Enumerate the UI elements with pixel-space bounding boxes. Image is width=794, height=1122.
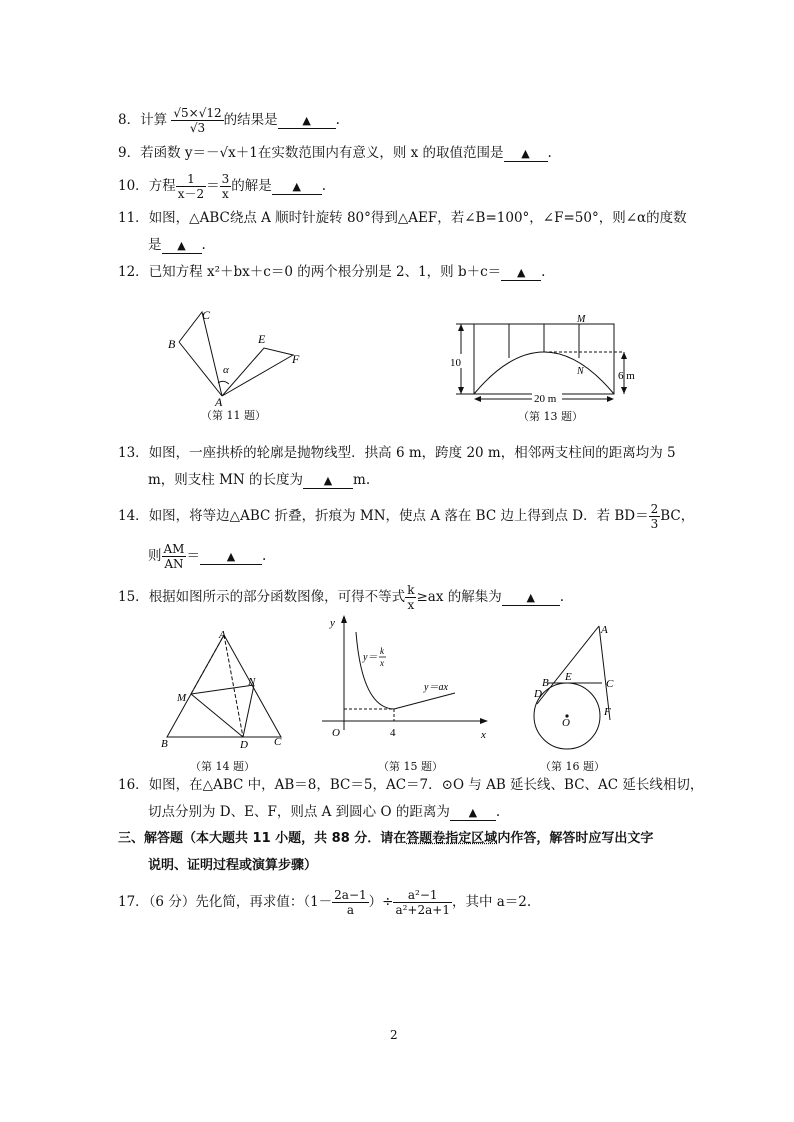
question-number: 16． bbox=[118, 777, 149, 793]
fraction bbox=[332, 888, 368, 917]
curve-label: y＝ bbox=[363, 652, 378, 663]
triangle-icon: ▲ bbox=[292, 180, 301, 193]
label-20m: 20 m bbox=[534, 393, 557, 405]
triangle-abc bbox=[179, 312, 222, 396]
question-13-line2 bbox=[148, 470, 370, 490]
fraction bbox=[220, 172, 232, 201]
axis-label-x: x bbox=[481, 729, 486, 741]
figure-16 bbox=[522, 618, 622, 753]
question-text: 如图，将等边△ABC 折叠，折痕为 MN，使点 A 落在 BC 边上得到点 D．若 BD＝ bbox=[148, 508, 649, 524]
question-text: 则 bbox=[148, 548, 162, 564]
equals-sign: ＝ bbox=[206, 178, 220, 194]
question-text: 计算 bbox=[140, 112, 172, 128]
fraction-denominator: √3 bbox=[189, 121, 206, 135]
answer-blank[interactable] bbox=[162, 238, 202, 254]
question-number: 14． bbox=[118, 508, 149, 524]
label-f: F bbox=[292, 352, 300, 366]
question-16-line2 bbox=[148, 802, 500, 822]
figure-11 bbox=[165, 305, 310, 407]
figure-13-caption: （第 13 题） bbox=[518, 410, 583, 423]
label-d: D bbox=[240, 739, 248, 750]
punctuation: . bbox=[541, 264, 546, 280]
angle-alpha-arc bbox=[218, 381, 229, 384]
question-text: 如图，△ABC绕点 A 顺时针旋转 80°得到△AEF，若∠B=100°，∠F=50°，则∠α的度数 bbox=[148, 210, 687, 226]
curve-y-k-over-x bbox=[356, 632, 394, 709]
label-b: B bbox=[161, 738, 168, 750]
fraction bbox=[171, 106, 223, 135]
label-e: E bbox=[258, 332, 266, 346]
fraction-numerator: √5×√12 bbox=[173, 106, 222, 120]
question-text: ）÷ bbox=[368, 894, 394, 910]
question-number: 13． bbox=[118, 445, 149, 461]
fraction bbox=[162, 542, 187, 571]
section-3-heading-line2 bbox=[148, 856, 317, 876]
question-text: 如图，在△ABC 中，AB＝8，BC＝5，AC＝7．⊙O 与 AB 延长线、BC、AC 延长线相切， bbox=[148, 777, 704, 793]
label-b: B bbox=[168, 337, 176, 351]
fraction-numerator: 2 bbox=[650, 502, 659, 516]
punctuation: . bbox=[321, 178, 327, 194]
answer-blank[interactable] bbox=[272, 179, 322, 195]
label-m: M bbox=[577, 314, 586, 325]
fraction-numerator: a²−1 bbox=[393, 888, 452, 903]
triangle-icon: ▲ bbox=[526, 591, 535, 604]
x-axis-arrow bbox=[480, 718, 488, 724]
fraction-numerator: k bbox=[407, 583, 415, 597]
answer-blank[interactable] bbox=[450, 805, 496, 821]
question-number: 11． bbox=[118, 210, 149, 226]
segment-md bbox=[191, 694, 243, 737]
label-alpha: α bbox=[223, 364, 229, 376]
label-a: A bbox=[215, 395, 223, 407]
question-text: 若函数 y＝－√x＋1在实数范围内有意义，则 x 的取值范围是 bbox=[140, 145, 504, 161]
label-n: N bbox=[577, 366, 584, 377]
punctuation: . bbox=[559, 589, 565, 605]
triangle-aef bbox=[222, 348, 293, 396]
label-m: M bbox=[177, 692, 187, 704]
section-text: 三、解答题（本大题共 11 小题，共 88 分．请在 bbox=[118, 831, 407, 846]
fold-line-mn bbox=[191, 685, 254, 694]
question-text: BC， bbox=[660, 508, 695, 524]
question-text: 的结果是 bbox=[223, 112, 278, 128]
label-10: 10 bbox=[450, 357, 461, 369]
label-f: F bbox=[604, 706, 611, 718]
label-c: C bbox=[606, 678, 614, 690]
label-b: B bbox=[542, 677, 549, 689]
fraction-numerator: 1 bbox=[176, 172, 206, 187]
segment-ad bbox=[224, 635, 243, 737]
page-number: 2 bbox=[390, 1028, 398, 1042]
label-a: A bbox=[219, 629, 226, 641]
fraction-denominator: a²+2a+1 bbox=[395, 903, 450, 917]
answer-blank[interactable] bbox=[504, 146, 548, 162]
parabola-arch bbox=[474, 352, 614, 394]
question-text: ，其中 a＝2. bbox=[451, 894, 532, 910]
question-11-line2 bbox=[148, 235, 206, 255]
question-17 bbox=[118, 888, 531, 917]
answer-blank[interactable] bbox=[502, 590, 560, 606]
question-number: 17． bbox=[118, 894, 149, 910]
triangle-icon: ▲ bbox=[323, 474, 333, 487]
label-a: A bbox=[601, 624, 608, 636]
question-text: m，则支柱 MN 的长度为 bbox=[148, 472, 304, 488]
question-text: （6 分）先化简，再求值：（1－ bbox=[148, 894, 333, 910]
label-6m: 6 m bbox=[618, 370, 635, 382]
fraction-denominator: AN bbox=[164, 557, 184, 571]
line-y-ax bbox=[394, 693, 455, 709]
curve-label-x: x bbox=[380, 658, 384, 668]
fraction-denominator: x－2 bbox=[177, 187, 205, 201]
question-text: ≥ax 的解集为 bbox=[416, 589, 502, 605]
figure-11-caption: （第 11 题） bbox=[201, 409, 266, 422]
question-text: 是 bbox=[148, 237, 162, 253]
triangle-icon: ▲ bbox=[521, 147, 530, 160]
question-text: m. bbox=[353, 472, 371, 488]
label-c: C bbox=[202, 308, 211, 322]
question-text: 已知方程 x²＋bx＋c＝0 的两个根分别是 2、1，则 b＋c＝ bbox=[148, 264, 502, 280]
section-emphasis: 答题卷指定区域 bbox=[406, 831, 498, 846]
label-c: C bbox=[274, 736, 282, 748]
axis-label-y: y bbox=[330, 617, 335, 629]
fraction-denominator: x bbox=[407, 598, 415, 612]
answer-blank[interactable] bbox=[278, 113, 336, 129]
fraction bbox=[649, 502, 661, 531]
question-14-line2 bbox=[148, 542, 266, 571]
figure-16-caption: （第 16 题） bbox=[540, 760, 605, 773]
y-axis-arrow bbox=[341, 615, 347, 623]
punctuation: . bbox=[547, 145, 552, 161]
question-text: 根据如图所示的部分函数图像，可得不等式 bbox=[148, 589, 406, 605]
fraction bbox=[405, 583, 416, 612]
question-text: 如图，一座拱桥的轮廓是抛物线型．拱高 6 m，跨度 20 m，相邻两支柱间的距离均为 5 bbox=[148, 445, 676, 461]
punctuation: . bbox=[201, 237, 206, 253]
tick-label-4: 4 bbox=[390, 727, 396, 739]
punctuation: . bbox=[261, 548, 267, 564]
label-n: N bbox=[248, 676, 256, 688]
label-e: E bbox=[565, 671, 572, 683]
answer-blank[interactable] bbox=[303, 473, 353, 489]
punctuation: . bbox=[495, 804, 501, 820]
question-text: 切点分别为 D、E、F，则点 A 到圆心 O 的距离为 bbox=[148, 804, 450, 820]
equals-sign: ＝ bbox=[186, 548, 200, 564]
question-number: 15． bbox=[118, 589, 149, 605]
triangle-icon: ▲ bbox=[226, 550, 236, 563]
question-14 bbox=[118, 502, 694, 531]
answer-blank[interactable] bbox=[200, 549, 262, 565]
fraction-numerator: 3 bbox=[221, 172, 230, 186]
label-d: D bbox=[534, 688, 542, 700]
question-number: 10． bbox=[118, 178, 149, 194]
answer-blank[interactable] bbox=[501, 265, 541, 281]
question-10 bbox=[118, 172, 326, 201]
section-text: 内作答，解答时应写出文字 bbox=[497, 831, 654, 846]
question-text: 的解是 bbox=[231, 178, 272, 194]
fraction-denominator: 3 bbox=[650, 517, 659, 531]
punctuation: . bbox=[335, 112, 340, 128]
fraction-denominator: a bbox=[346, 903, 354, 917]
question-number: 12． bbox=[118, 264, 149, 280]
question-12 bbox=[118, 262, 545, 282]
triangle-icon: ▲ bbox=[302, 114, 311, 127]
section-3-heading bbox=[118, 829, 653, 849]
fraction bbox=[176, 172, 206, 201]
figure-15-caption: （第 15 题） bbox=[378, 760, 443, 773]
question-9 bbox=[118, 143, 552, 163]
origin-label: O bbox=[332, 727, 340, 739]
figure-15 bbox=[318, 612, 493, 742]
figure-13 bbox=[446, 312, 641, 407]
fraction bbox=[393, 888, 452, 917]
label-o: O bbox=[562, 717, 570, 729]
triangle-icon: ▲ bbox=[516, 266, 526, 279]
question-number: 9． bbox=[118, 145, 141, 161]
figure-14 bbox=[155, 625, 290, 750]
question-15 bbox=[118, 583, 564, 612]
question-13 bbox=[118, 443, 676, 463]
question-16 bbox=[118, 775, 703, 795]
question-text: 方程 bbox=[148, 178, 176, 194]
question-number: 8． bbox=[118, 112, 141, 128]
question-11 bbox=[118, 208, 687, 228]
section-text: 说明、证明过程或演算步骤） bbox=[148, 858, 318, 873]
fraction-numerator: AM bbox=[163, 542, 185, 556]
fraction-denominator: x bbox=[222, 187, 229, 201]
triangle-icon: ▲ bbox=[468, 806, 478, 819]
figure-14-caption: （第 14 题） bbox=[190, 760, 255, 773]
curve-label-k: k bbox=[380, 646, 384, 656]
line-label: y＝ax bbox=[424, 682, 448, 693]
segment-nd bbox=[243, 685, 254, 737]
triangle-icon: ▲ bbox=[177, 239, 186, 252]
fraction-numerator: 2a−1 bbox=[334, 888, 367, 902]
question-8 bbox=[118, 106, 340, 135]
